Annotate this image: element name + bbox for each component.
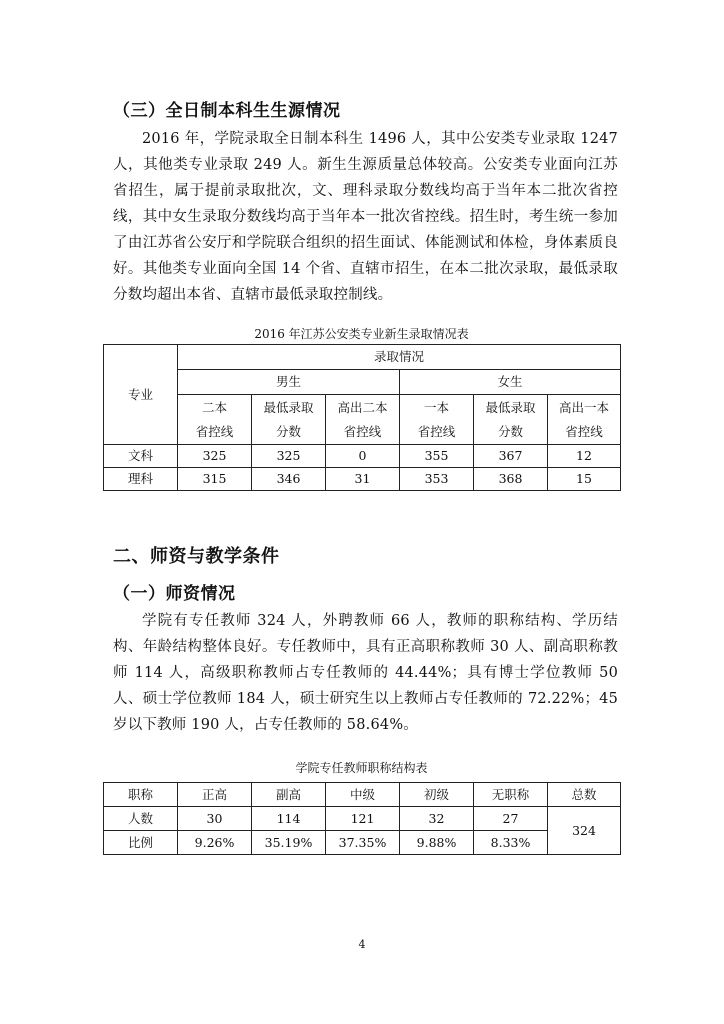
- col-header-female-min-score: [474, 395, 548, 445]
- col-b-line2: 分数: [275, 423, 301, 439]
- table-cell: 32: [400, 807, 474, 831]
- col-header-male-tier2-line: [178, 395, 252, 445]
- male-header: 男生: [178, 370, 400, 395]
- enrollment-paragraph: 2016 年，学院录取全日制本科生 1496 人，其中公安类专业录取 1247 人，其他类专业录取 249 人。新生生源质量总体较高。公安类专业面向江苏省招生，属于提前录取批次，文、理科录取分数线均高于当年本二批次省控线，其中女生录取分数线均高于当年本一批次省控线。招生时，考生统一参加了由江苏省公安厅和学院联合组织的招生面试、体能测试和体检，身体素质良好。其他类专业面向全国 14 个省、直辖市招生，在本二批次录取，最低录取分数均超出本省、直辖市最低录取控制线。: [113, 131, 618, 303]
- header-no-title: 无职称: [474, 783, 548, 807]
- table-cell: 37.35%: [326, 831, 400, 855]
- col-a-line2: 省控线: [195, 423, 234, 439]
- col-b-line1: 最低录取: [263, 399, 314, 415]
- table-cell: 121: [326, 807, 400, 831]
- table-cell: 9.26%: [178, 831, 252, 855]
- header-associate-professor: 副高: [252, 783, 326, 807]
- table-cell: 367: [474, 445, 548, 468]
- col-header-female-above-tier1: [548, 395, 621, 445]
- header-full-professor: 正高: [178, 783, 252, 807]
- table-cell: 355: [400, 445, 474, 468]
- col-e-line1: 最低录取: [485, 399, 536, 415]
- col-header-male-above-tier2: [326, 395, 400, 445]
- faculty-subheading: （一）师资情况: [113, 584, 236, 604]
- faculty-section-heading: 二、师资与教学条件: [113, 546, 280, 567]
- row-label-arts: 文科: [104, 445, 178, 468]
- table-cell: 9.88%: [400, 831, 474, 855]
- header-title-cell: 职称: [104, 783, 178, 807]
- col-a-line1: 二本: [201, 399, 227, 415]
- col-d-line2: 省控线: [417, 423, 456, 439]
- total-value-cell: 324: [548, 807, 621, 855]
- table-cell: 27: [474, 807, 548, 831]
- table-header-row: [104, 783, 621, 807]
- col-header-female-tier1-line: [400, 395, 474, 445]
- table-cell: 15: [548, 468, 621, 491]
- header-junior: 初级: [400, 783, 474, 807]
- table-row: [104, 468, 621, 491]
- table-cell: 315: [178, 468, 252, 491]
- table-cell: 325: [178, 445, 252, 468]
- table-cell: 346: [252, 468, 326, 491]
- enrollment-section-heading: （三）全日制本科生生源情况: [113, 101, 341, 121]
- table-cell: 35.19%: [252, 831, 326, 855]
- table1-caption: 2016 年江苏公安类专业新生录取情况表: [254, 327, 469, 341]
- title-structure-table: [103, 782, 621, 855]
- table2-caption: 学院专任教师职称结构表: [295, 761, 428, 775]
- ratio-row-label: 比例: [104, 831, 178, 855]
- admission-group-header: 录取情况: [178, 345, 621, 370]
- table-row: [104, 445, 621, 468]
- col-d-line1: 一本: [423, 399, 449, 415]
- col-c-line2: 省控线: [343, 423, 382, 439]
- row-label-science: 理科: [104, 468, 178, 491]
- table-cell: 30: [178, 807, 252, 831]
- table-cell: 31: [326, 468, 400, 491]
- col-c-line1: 高出二本: [337, 399, 388, 415]
- count-row-label: 人数: [104, 807, 178, 831]
- major-header-cell: 专业: [104, 345, 178, 445]
- faculty-paragraph: 学院有专任教师 324 人，外聘教师 66 人，教师的职称结构、学历结构、年龄结构整体良好。专任教师中，具有正高职称教师 30 人、副高职称教师 114 人，高级职称教师占专任教师的 44.44%；具有博士学位教师 50 人、硕士学位教师 184 人，硕士研究生以上教师占专任教师的 72.22%；45 岁以下教师 190 人，占专任教师的 58.64%。: [113, 613, 618, 733]
- table-cell: 368: [474, 468, 548, 491]
- table-cell: 12: [548, 445, 621, 468]
- col-f-line1: 高出一本: [559, 399, 610, 415]
- table-cell: 325: [252, 445, 326, 468]
- header-intermediate: 中级: [326, 783, 400, 807]
- enrollment-table: [103, 344, 621, 491]
- col-f-line2: 省控线: [565, 423, 603, 439]
- table-row: [104, 831, 621, 855]
- female-header: 女生: [400, 370, 621, 395]
- table-cell: 353: [400, 468, 474, 491]
- table-cell: 0: [326, 445, 400, 468]
- page-number: 4: [358, 938, 366, 951]
- col-header-male-min-score: [252, 395, 326, 445]
- table-cell: 114: [252, 807, 326, 831]
- table-row: [104, 807, 621, 831]
- table-cell: 8.33%: [474, 831, 548, 855]
- col-e-line2: 分数: [497, 423, 523, 439]
- header-total: 总数: [548, 783, 621, 807]
